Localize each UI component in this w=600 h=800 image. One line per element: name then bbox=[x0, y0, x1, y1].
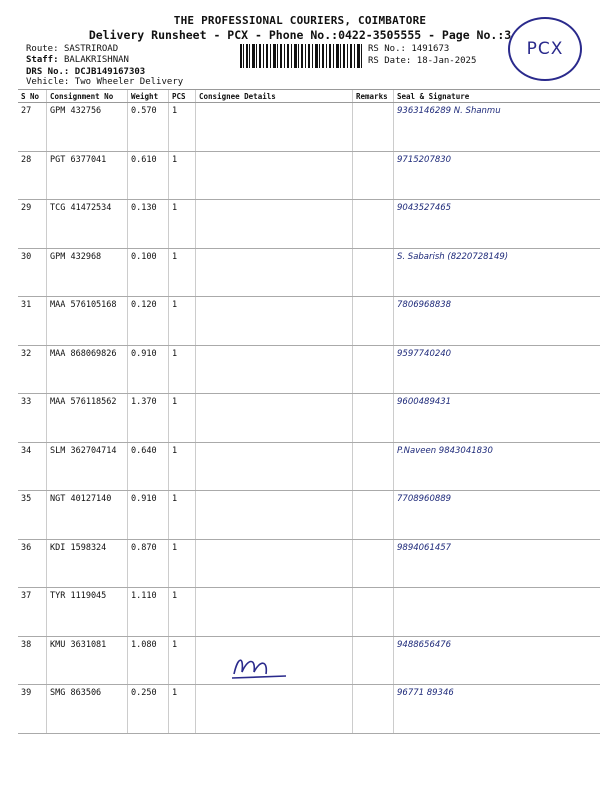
weight-cell: 0.640 bbox=[128, 442, 169, 491]
remarks-cell bbox=[353, 297, 394, 346]
handwritten-name bbox=[199, 355, 213, 371]
signature-cell bbox=[394, 588, 600, 637]
remarks-cell bbox=[353, 491, 394, 540]
sno-cell: 39 bbox=[18, 685, 47, 734]
remarks-cell bbox=[353, 685, 394, 734]
remarks-cell bbox=[353, 442, 394, 491]
route-label: Route: bbox=[26, 44, 59, 54]
remarks-cell bbox=[353, 248, 394, 297]
sno-cell: 36 bbox=[18, 539, 47, 588]
weight-cell: 0.120 bbox=[128, 297, 169, 346]
consignment-cell: SMG 863506 bbox=[47, 685, 128, 734]
pcs-cell: 1 bbox=[169, 103, 196, 152]
handwritten-name bbox=[199, 694, 213, 710]
vehicle-line bbox=[26, 76, 183, 88]
handwritten-name bbox=[199, 597, 213, 613]
handwritten-name bbox=[199, 209, 213, 225]
table-row bbox=[18, 442, 600, 491]
col-sno: S No bbox=[18, 90, 47, 103]
signature-cell: P.Naveen 9843041830 bbox=[394, 442, 600, 491]
staff-value: BALAKRISHNAN bbox=[63, 55, 129, 65]
consignment-cell: GPM 432756 bbox=[47, 103, 128, 152]
consignee-cell bbox=[196, 539, 353, 588]
weight-cell: 1.370 bbox=[128, 394, 169, 443]
table-row bbox=[18, 491, 600, 540]
remarks-cell bbox=[353, 200, 394, 249]
signature-cell: 7708960889 bbox=[394, 491, 600, 540]
consignee-cell bbox=[196, 394, 353, 443]
col-consignee: Consignee Details bbox=[196, 90, 353, 103]
pcs-cell: 1 bbox=[169, 588, 196, 637]
weight-cell: 0.610 bbox=[128, 151, 169, 200]
remarks-cell bbox=[353, 151, 394, 200]
consignment-cell: KDI 1598324 bbox=[47, 539, 128, 588]
weight-cell: 0.250 bbox=[128, 685, 169, 734]
consignment-cell: MAA 576105168 bbox=[47, 297, 128, 346]
table-row bbox=[18, 685, 600, 734]
sno-cell: 35 bbox=[18, 491, 47, 540]
handwritten-name bbox=[199, 306, 213, 322]
table-row bbox=[18, 297, 600, 346]
pcs-cell: 1 bbox=[169, 394, 196, 443]
consignment-cell: TYR 1119045 bbox=[47, 588, 128, 637]
consignee-cell bbox=[196, 685, 353, 734]
weight-cell: 0.870 bbox=[128, 539, 169, 588]
vehicle-value: Two Wheeler Delivery bbox=[74, 77, 184, 87]
sno-cell: 34 bbox=[18, 442, 47, 491]
sno-cell: 29 bbox=[18, 200, 47, 249]
barcode-image bbox=[240, 44, 362, 68]
consignment-cell: NGT 40127140 bbox=[47, 491, 128, 540]
sno-cell: 27 bbox=[18, 103, 47, 152]
weight-cell: 0.910 bbox=[128, 345, 169, 394]
table-row bbox=[18, 200, 600, 249]
signature-cell: 9488656476 bbox=[394, 636, 600, 685]
signature-cell: 9597740240 bbox=[394, 345, 600, 394]
drs-label: DRS No.: bbox=[26, 67, 70, 77]
signature-cell: 9043527465 bbox=[394, 200, 600, 249]
weight-cell: 1.080 bbox=[128, 636, 169, 685]
sno-cell: 37 bbox=[18, 588, 47, 637]
remarks-cell bbox=[353, 636, 394, 685]
sno-cell: 33 bbox=[18, 394, 47, 443]
sno-cell: 30 bbox=[18, 248, 47, 297]
table-row bbox=[18, 248, 600, 297]
consignee-cell bbox=[196, 491, 353, 540]
remarks-cell bbox=[353, 539, 394, 588]
pcs-cell: 1 bbox=[169, 297, 196, 346]
pcs-cell: 1 bbox=[169, 442, 196, 491]
signature-cell: 9715207830 bbox=[394, 151, 600, 200]
consignment-cell: MAA 576118562 bbox=[47, 394, 128, 443]
consignment-cell: SLM 362704714 bbox=[47, 442, 128, 491]
consignee-cell bbox=[196, 345, 353, 394]
table-row bbox=[18, 345, 600, 394]
sno-cell: 38 bbox=[18, 636, 47, 685]
pcs-cell: 1 bbox=[169, 685, 196, 734]
pcs-cell: 1 bbox=[169, 539, 196, 588]
runsheet-table bbox=[18, 89, 600, 734]
col-remarks: Remarks bbox=[353, 90, 394, 103]
weight-cell: 0.910 bbox=[128, 491, 169, 540]
signature-cell: S. Sabarish (8220728149) bbox=[394, 248, 600, 297]
rs-date-label: RS Date: bbox=[368, 56, 412, 66]
col-consignment: Consignment No bbox=[47, 90, 128, 103]
col-pcs: PCS bbox=[169, 90, 196, 103]
consignment-cell: KMU 3631081 bbox=[47, 636, 128, 685]
consignee-cell bbox=[196, 103, 353, 152]
consignment-cell: MAA 868069826 bbox=[47, 345, 128, 394]
pcs-cell: 1 bbox=[169, 151, 196, 200]
rs-no-value: 1491673 bbox=[411, 44, 450, 54]
table-row bbox=[18, 151, 600, 200]
pcs-cell: 1 bbox=[169, 636, 196, 685]
staff-line bbox=[26, 54, 129, 66]
consignee-cell bbox=[196, 442, 353, 491]
rs-date-line bbox=[368, 55, 476, 67]
signature-cell: 9600489431 bbox=[394, 394, 600, 443]
table-row bbox=[18, 539, 600, 588]
sno-cell: 28 bbox=[18, 151, 47, 200]
consignee-cell bbox=[196, 297, 353, 346]
table-row bbox=[18, 588, 600, 637]
consignee-cell bbox=[196, 588, 353, 637]
handwritten-name bbox=[199, 161, 213, 177]
weight-cell: 0.100 bbox=[128, 248, 169, 297]
drs-value: DCJB149167303 bbox=[74, 67, 146, 77]
consignee-cell bbox=[196, 200, 353, 249]
handwritten-name bbox=[199, 403, 213, 419]
pcs-cell: 1 bbox=[169, 491, 196, 540]
consignee-cell bbox=[196, 248, 353, 297]
weight-cell: 1.110 bbox=[128, 588, 169, 637]
pcx-stamp: PCX bbox=[508, 17, 582, 81]
remarks-cell bbox=[353, 345, 394, 394]
pcs-cell: 1 bbox=[169, 200, 196, 249]
vehicle-label: Vehicle: bbox=[26, 77, 70, 87]
sno-cell: 31 bbox=[18, 297, 47, 346]
signature-cell: 9894061457 bbox=[394, 539, 600, 588]
consignment-cell: GPM 432968 bbox=[47, 248, 128, 297]
pcs-cell: 1 bbox=[169, 248, 196, 297]
remarks-cell bbox=[353, 588, 394, 637]
table-row bbox=[18, 103, 600, 152]
pcs-cell: 1 bbox=[169, 345, 196, 394]
weight-cell: 0.130 bbox=[128, 200, 169, 249]
table-row bbox=[18, 636, 600, 685]
handwritten-name bbox=[199, 500, 213, 516]
rs-no-line bbox=[368, 43, 449, 55]
col-weight: Weight bbox=[128, 90, 169, 103]
handwritten-name bbox=[199, 452, 213, 468]
consignee-cell bbox=[196, 151, 353, 200]
handwritten-name bbox=[199, 258, 213, 274]
runsheet-title: Delivery Runsheet - PCX - Phone No.:0422-3505555 - Page No.:3 bbox=[88, 28, 512, 42]
remarks-cell bbox=[353, 394, 394, 443]
remarks-cell bbox=[353, 103, 394, 152]
signature-cell: 7806968838 bbox=[394, 297, 600, 346]
signature-cell: 9363146289 N. Shanmu bbox=[394, 103, 600, 152]
rs-no-label: RS No.: bbox=[368, 44, 406, 54]
rs-date-value: 18-Jan-2025 bbox=[416, 56, 477, 66]
table-header-row bbox=[18, 90, 600, 103]
consignment-cell: TCG 41472534 bbox=[47, 200, 128, 249]
signature-cell: 96771 89346 bbox=[394, 685, 600, 734]
staff-signature bbox=[230, 652, 290, 682]
table-row bbox=[18, 394, 600, 443]
sno-cell: 32 bbox=[18, 345, 47, 394]
handwritten-name bbox=[199, 549, 213, 565]
company-name: THE PROFESSIONAL COURIERS, COIMBATORE bbox=[173, 14, 427, 27]
col-signature: Seal & Signature bbox=[394, 90, 600, 103]
consignment-cell: PGT 6377041 bbox=[47, 151, 128, 200]
staff-label: Staff: bbox=[26, 55, 59, 65]
weight-cell: 0.570 bbox=[128, 103, 169, 152]
handwritten-name bbox=[199, 112, 213, 128]
handwritten-name bbox=[199, 646, 213, 662]
route-value: SASTRIROAD bbox=[63, 44, 119, 54]
